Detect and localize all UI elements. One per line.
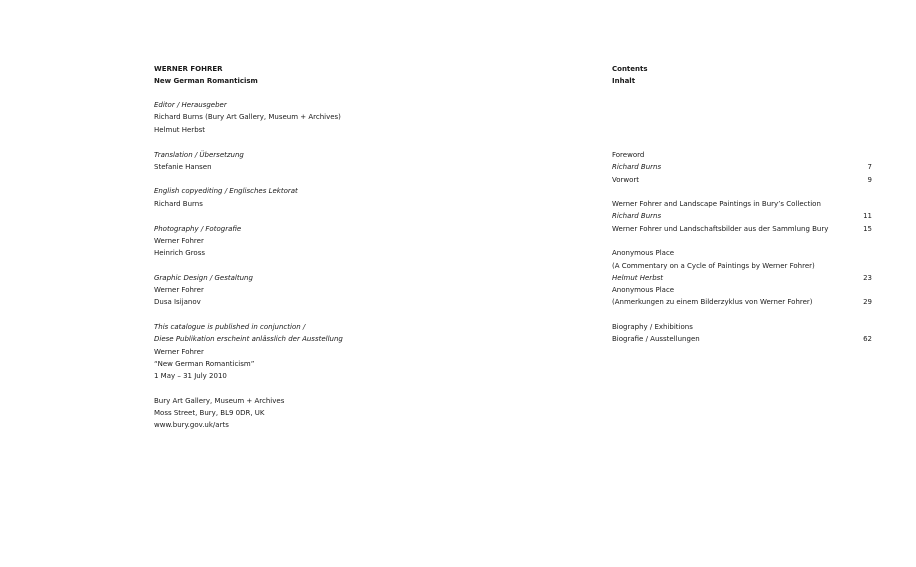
book-title: New German Romanticism [154,77,258,85]
toc-entry-title: Anonymous Place [612,286,675,294]
toc-page-number: 15 [863,225,872,233]
toc-page-number: 9 [867,176,872,184]
design-heading: Graphic Design / Gestaltung [154,274,253,282]
toc-entry-subtitle: (A Commentary on a Cycle of Paintings by Werner Fohrer) [612,262,815,270]
editor-heading: Editor / Herausgeber [154,101,227,109]
toc-entry-author: Richard Burns [612,212,662,220]
toc-page-number: 62 [863,335,872,343]
artist-name: WERNER FOHRER [154,65,223,73]
toc-entry-title: Werner Fohrer and Landscape Paintings in Bury’s Collection [612,200,821,208]
exhibition-heading: This catalogue is published in conjunction / [154,323,306,331]
toc-entry-subtitle: (Anmerkungen zu einem Bilderzyklus von Werner Fohrer) [612,298,813,306]
venue-address: Moss Street, Bury, BL9 0DR, UK [154,409,265,417]
toc-page-number: 11 [863,212,872,220]
contents-heading: Contents [612,65,648,73]
toc-page-number: 7 [867,163,872,171]
toc-page-number: 23 [863,274,872,282]
copyediting-heading: English copyediting / Englisches Lektorat [154,187,298,195]
contents-heading-german: Inhalt [612,77,636,85]
translator-name: Stefanie Hansen [154,163,212,171]
photographer-name: Heinrich Gross [154,249,206,257]
editor-name: Helmut Herbst [154,126,206,134]
toc-entry-author: Richard Burns [612,163,662,171]
exhibition-artist: Werner Fohrer [154,348,204,356]
toc-entry-title: Anonymous Place [612,249,675,257]
toc-entry-title: Foreword [612,151,645,159]
toc-page-number: 29 [863,298,872,306]
toc-entry-title: Vorwort [612,176,640,184]
toc-entry-author: Helmut Herbst [612,274,664,282]
copyeditor-name: Richard Burns [154,200,203,208]
exhibition-dates: 1 May – 31 July 2010 [154,372,227,380]
toc-entry-title: Biography / Exhibitions [612,323,693,331]
venue-url: www.bury.gov.uk/arts [154,421,229,429]
photographer-name: Werner Fohrer [154,237,204,245]
designer-name: Dusa Isijanov [154,298,201,306]
editor-name: Richard Burns (Bury Art Gallery, Museum + Archives) [154,113,341,121]
toc-entry-title: Werner Fohrer und Landschaftsbilder aus der Sammlung Bury [612,225,829,233]
designer-name: Werner Fohrer [154,286,204,294]
photography-heading: Photography / Fotografie [154,225,242,233]
exhibition-heading-german: Diese Publikation erscheint anlässlich der Ausstellung [154,335,343,343]
venue-name: Bury Art Gallery, Museum + Archives [154,397,285,405]
translation-heading: Translation / Übersetzung [154,151,244,159]
exhibition-title: “New German Romanticism” [154,360,255,368]
toc-entry-title: Biografie / Ausstellungen [612,335,700,343]
